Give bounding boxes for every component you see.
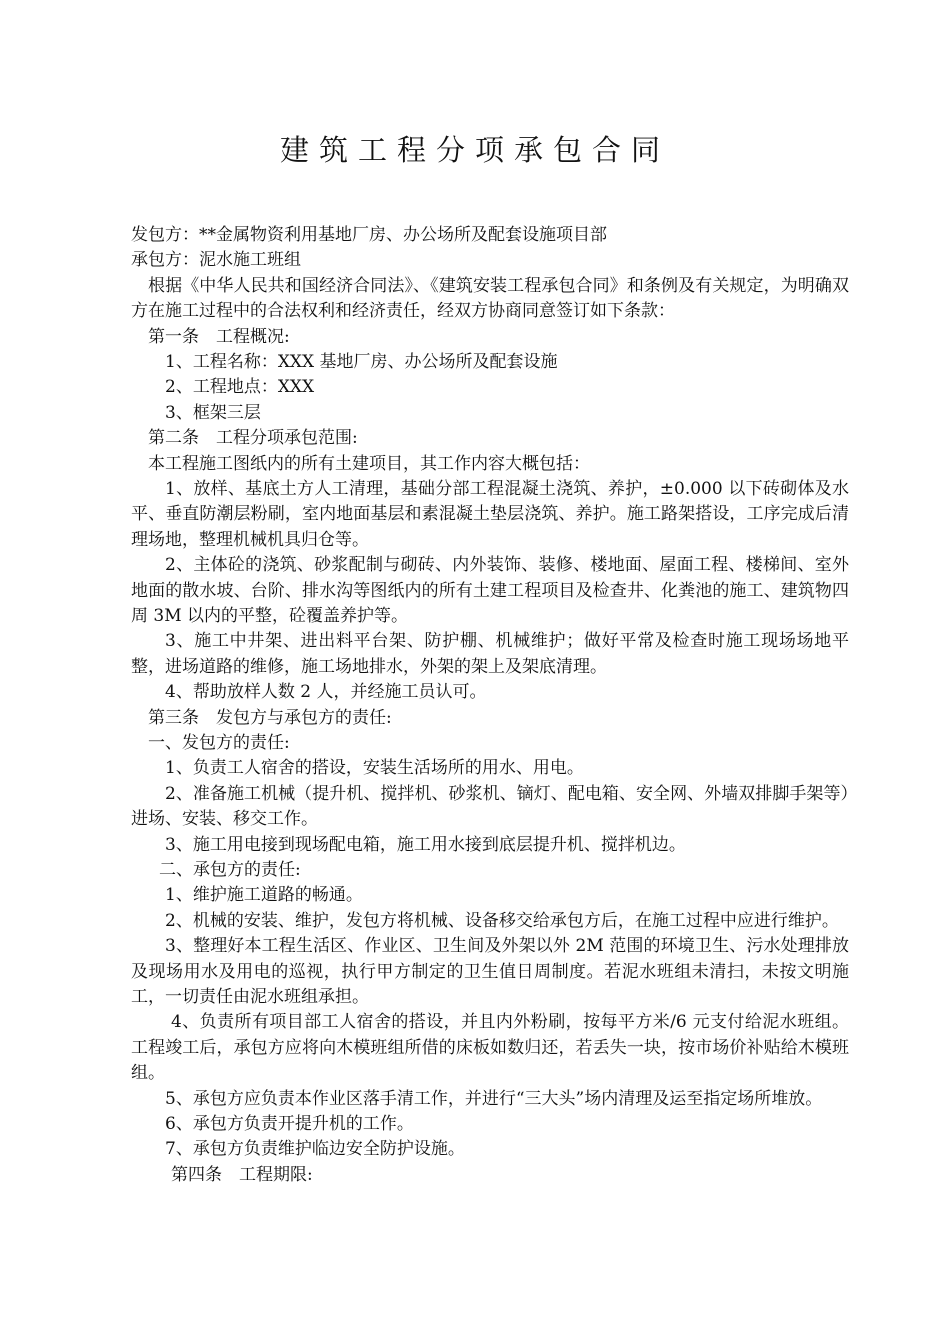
article-3-sub-2-item-7: 7、承包方负责维护临边安全防护设施。 [165,1139,465,1160]
article-2-item-4: 4、帮助放样人数 2 人，并经施工员认可。 [165,682,487,703]
article-2-item-1: 1、放样、基底土方人工清理，基础分部工程混凝土浇筑、养护，±0.000 以下砖砌体及水平、垂直防潮层粉刷，室内地面基层和素混凝土垫层浇筑、养护。施工路架搭设，工序完成后清理场地，整理机械机具归仓等。 [131,478,849,550]
article-3-sub-2-item-3: 3、整理好本工程生活区、作业区、卫生间及外架以外 2M 范围的环境卫生、污水处理排放及现场用水及用电的巡视，执行甲方制定的卫生值日周制度。若泥水班组未清扫，未按文明施工，一切责任由泥水班组承担。 [131,936,849,1008]
article-3-heading: 第三条 发包方与承包方的责任: [148,707,392,728]
article-1-item-3: 3、框架三层 [165,402,261,423]
article-3-sub-1-item-1: 1、负责工人宿舍的搭设，安装生活场所的用水、用电。 [165,758,584,779]
article-4-heading: 第四条 工程期限: [171,1164,313,1185]
preamble: 根据《中华人民共和国经济合同法》、《建筑安装工程承包合同》和条例及有关规定，为明确双方在施工过程中的合法权利和经济责任，经双方协商同意签订如下条款： [131,275,849,322]
party-a: 发包方：**金属物资利用基地厂房、办公场所及配套设施项目部 [131,225,607,245]
article-3-sub-2-item-6: 6、承包方负责开提升机的工作。 [165,1114,414,1135]
article-3-sub-1-heading: 一、发包方的责任: [148,732,290,753]
article-2-heading: 第二条 工程分项承包范围: [148,428,358,449]
article-1-item-2: 2、工程地点：XXX [165,377,315,398]
party-b: 承包方：泥水施工班组 [131,250,301,271]
article-2-item-3: 3、施工中井架、进出料平台架、防护棚、机械维护；做好平常及检查时施工现场场地平整，进场道路的维修，施工场地排水，外架的架上及架底清理。 [131,631,849,677]
article-3-sub-1-item-2: 2、准备施工机械（提升机、搅拌机、砂浆机、镝灯、配电箱、安全网、外墙双排脚手架等）进场、安装、移交工作。 [131,783,849,830]
article-2-intro: 本工程施工图纸内的所有土建项目，其工作内容大概包括： [148,453,590,474]
article-3-sub-2-item-4: 4、负责所有项目部工人宿舍的搭设，并且内外粉刷，按每平方米/6 元支付给泥水班组。工程竣工后，承包方应将向木模班组所借的床板如数归还，若丢失一块，按市场价补贴给木模班组。 [131,1012,849,1084]
article-1-heading: 第一条 工程概况: [148,326,290,347]
article-3-sub-2-heading: 二、承包方的责任: [159,860,301,880]
article-3-sub-2-item-2: 2、机械的安装、维护，发包方将机械、设备移交给承包方后，在施工过程中应进行维护。 [165,910,839,931]
article-1-item-1: 1、工程名称：XXX 基地厂房、办公场所及配套设施 [165,351,558,372]
document-body [131,223,849,1188]
document-title: 建筑工程分项承包合同 [279,133,670,167]
article-2-item-2: 2、主体砼的浇筑、砂浆配制与砌砖、内外装饰、装修、楼地面、屋面工程、楼梯间、室外地面的散水坡、台阶、排水沟等图纸内的所有土建工程项目及检查井、化粪池的施工、建筑物四周 3M 以内的平整，砼覆盖养护等。 [131,555,849,626]
article-3-sub-2-item-5: 5、承包方应负责本作业区落手清工作，并进行“三大头”场内清理及运至指定场所堆放。 [165,1088,823,1109]
article-3-sub-2-item-1: 1、维护施工道路的畅通。 [165,885,363,906]
article-3-sub-1-item-3: 3、施工用电接到现场配电箱，施工用水接到底层提升机、搅拌机边。 [165,834,686,855]
